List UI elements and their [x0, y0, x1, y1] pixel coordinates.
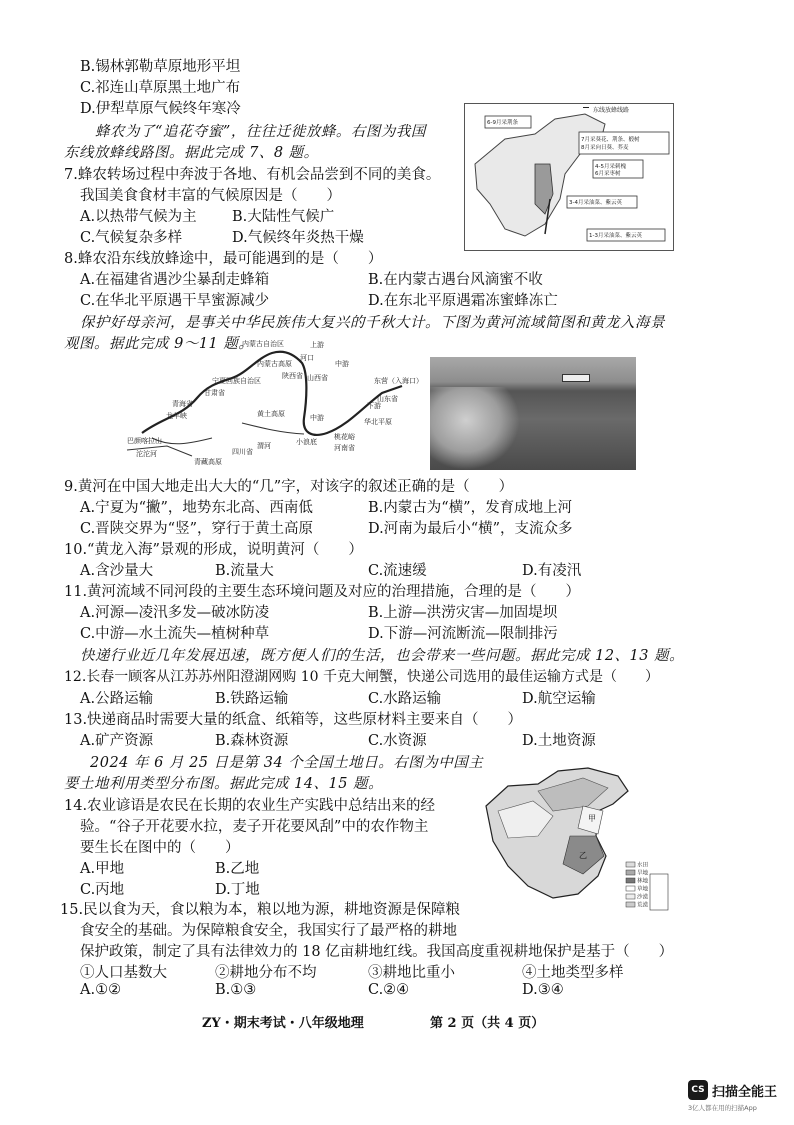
- q15-option-c: C.②④: [368, 982, 410, 998]
- rm-loess: 黄土高原: [257, 410, 285, 418]
- q10-option-c: C.流速缓: [368, 563, 427, 579]
- land-use-map: [478, 766, 670, 916]
- q9-option-a: A.宁夏为“撇”，地势东北高、西南低: [80, 500, 313, 516]
- q13-stem: 13.快递商品时需要大量的纸盒、纸箱等，这些原材料主要来自（ ）: [64, 712, 523, 728]
- q13-option-d: D.土地资源: [522, 733, 596, 749]
- q7-stem-1: 7.蜂农转场过程中奔波于各地、有机会品尝到不同的美食。: [64, 167, 441, 183]
- bee-box-3: 4-5月采刺槐: [595, 164, 626, 170]
- camscanner-sub: 3亿人都在用的扫描App: [688, 1104, 757, 1112]
- rm-inner-mongolia: 内蒙古自治区: [242, 340, 284, 348]
- legend-3: 草地: [637, 886, 649, 893]
- q15-option-b: B.①③: [215, 982, 257, 998]
- option-b-prev: B.锡林郭勒草原地形平坦: [80, 59, 241, 75]
- q8-option-a: A.在福建省遇沙尘暴刮走蜂箱: [80, 272, 270, 288]
- yellow-river-sea-photo: [430, 357, 636, 470]
- camscanner-brand: 扫描全能王: [712, 1085, 778, 1100]
- option-c-prev: C.祁连山草原黑土地广布: [80, 80, 241, 96]
- q12-stem: 12.长春一顾客从江苏苏州阳澄湖网购 10 千克大闸蟹，快递公司选用的最佳运输方式是（ ）: [64, 669, 659, 685]
- yellow-river-map: [122, 338, 420, 468]
- q10-stem: 10.“黄龙入海”景观的形成，说明黄河（ ）: [64, 542, 363, 558]
- intro-bee-1: 蜂农为了“追花夺蜜”，往往迁徙放蜂。右图为我国: [95, 124, 426, 140]
- q14-option-b: B.乙地: [215, 861, 260, 877]
- q14-option-a: A.甲地: [80, 861, 125, 877]
- q12-option-d: D.航空运输: [522, 691, 596, 707]
- rm-hekou: 河口: [300, 354, 314, 362]
- q11-option-c: C.中游—水土流失—植树种草: [80, 626, 270, 642]
- q7-option-b: B.大陆性气候广: [232, 209, 335, 225]
- bee-box-4: 3-4月采油菜、紫云英: [569, 200, 622, 206]
- option-d-prev: D.伊犁草原气候终年寒冷: [80, 101, 241, 117]
- rm-henan: 河南省: [334, 444, 355, 452]
- rm-bayankala: 巴颜喀拉山: [127, 437, 162, 445]
- q15-option-a: A.①②: [80, 982, 122, 998]
- legend-5: 荒漠: [637, 902, 649, 909]
- ship-icon: [562, 374, 590, 382]
- rm-middle: 中游: [310, 414, 324, 422]
- rm-neimeng-plateau: 内蒙古高原: [257, 360, 292, 368]
- q7-option-d: D.气候终年炎热干燥: [232, 230, 364, 246]
- q15-opt-1: ①人口基数大: [80, 965, 167, 981]
- q12-option-a: A.公路运输: [80, 691, 154, 707]
- legend-1: 旱地: [637, 870, 649, 877]
- q7-stem-2: 我国美食食材丰富的气候原因是（ ）: [80, 188, 341, 204]
- q12-option-c: C.水路运输: [368, 691, 442, 707]
- footer-page: 第 2 页（共 4 页）: [430, 1016, 545, 1031]
- q8-stem: 8.蜂农沿东线放蜂途中，最可能遇到的是（ ）: [64, 251, 383, 267]
- q13-option-a: A.矿产资源: [80, 733, 154, 749]
- intro-river-1: 保护好母亲河，是事关中华民族伟大复兴的千秋大计。下图为黄河流域简图和黄龙入海景: [80, 315, 665, 331]
- q14-stem-2: 验。“谷子开花要水拉，麦子开花要风刮”中的农作物主: [80, 819, 429, 835]
- q14-stem-1: 14.农业谚语是农民在长期的农业生产实践中总结出来的经: [64, 798, 436, 814]
- q12-option-b: B.铁路运输: [215, 691, 289, 707]
- rm-qingzang: 青藏高原: [194, 458, 222, 466]
- q7-option-a: A.以热带气候为主: [80, 209, 197, 225]
- q8-option-c: C.在华北平原遇干旱蜜源减少: [80, 293, 270, 309]
- q11-stem: 11.黄河流域不同河段的主要生态环境问题及对应的治理措施，合理的是（ ）: [64, 584, 581, 600]
- land-yi: 乙: [579, 851, 587, 860]
- intro-express: 快递行业近几年发展迅速，既方便人们的生活，也会带来一些问题。据此完成 12、13 题。: [80, 648, 685, 664]
- q15-opt-3: ③耕地比重小: [368, 965, 455, 981]
- rm-huabei: 华北平原: [364, 418, 392, 426]
- q15-stem-2: 食安全的基础。为保障粮食安全，我国实行了最严格的耕地: [80, 923, 457, 939]
- rm-shanxi: 山西省: [307, 374, 328, 382]
- bee-box-1: 6-9月采荆条: [487, 120, 518, 126]
- rm-upper: 上游: [310, 341, 324, 349]
- land-jia: 甲: [588, 814, 596, 823]
- q14-option-c: C.丙地: [80, 882, 125, 898]
- rm-xiaolangdi: 小浪底: [296, 438, 317, 446]
- bee-route-map: [464, 103, 674, 251]
- q8-option-b: B.在内蒙古遇台风滴蜜不收: [368, 272, 543, 288]
- q7-option-c: C.气候复杂多样: [80, 230, 183, 246]
- q11-option-d: D.下游—河流断流—限制排污: [368, 626, 558, 642]
- q15-opt-4: ④土地类型多样: [522, 965, 624, 981]
- legend-4: 沙漠: [637, 894, 649, 901]
- bee-legend: 东线放蜂线路: [593, 107, 630, 114]
- q15-stem-1: 15.民以食为天，食以粮为本，粮以地为源，耕地资源是保障粮: [60, 902, 461, 918]
- bee-box-2b: 8月采向日葵、荞麦: [581, 145, 629, 151]
- q10-option-d: D.有凌汛: [522, 563, 582, 579]
- intro-bee-2: 东线放蜂线路图。据此完成 7、8 题。: [64, 145, 319, 161]
- q15-stem-3: 保护政策，制定了具有法律效力的 18 亿亩耕地红线。我国高度重视耕地保护是基于（ ）: [80, 944, 674, 960]
- q15-opt-2: ②耕地分布不均: [215, 965, 317, 981]
- rm-shandong: 山东省: [377, 395, 398, 403]
- rm-weihe: 渭河: [257, 442, 271, 450]
- rm-sichuan: 四川省: [232, 448, 253, 456]
- intro-land-1: 2024 年 6 月 25 日是第 34 个全国土地日。右图为中国主: [90, 755, 484, 771]
- intro-land-2: 要土地利用类型分布图。据此完成 14、15 题。: [64, 776, 384, 792]
- rm-ningxia: 宁夏回族自治区: [212, 377, 261, 385]
- q15-option-d: D.③④: [522, 982, 564, 998]
- q13-option-c: C.水资源: [368, 733, 427, 749]
- q13-option-b: B.森林资源: [215, 733, 289, 749]
- rm-shaanxi: 陕西省: [282, 372, 303, 380]
- legend-2: 林地: [637, 878, 649, 885]
- q9-option-c: C.晋陕交界为“竖”，穿行于黄土高原: [80, 521, 314, 537]
- q10-option-b: B.流量大: [215, 563, 274, 579]
- q8-option-d: D.在东北平原遇霜冻蜜蜂冻亡: [368, 293, 558, 309]
- rm-qinghai: 青海省: [172, 400, 193, 408]
- camscanner-logo: CS: [688, 1080, 708, 1100]
- rm-dongying: 东营（入海口）: [374, 377, 420, 385]
- q14-stem-3: 要生长在图中的（ ）: [80, 840, 240, 856]
- q11-option-b: B.上游—洪涝灾害—加固堤坝: [368, 605, 558, 621]
- bee-box-5: 1-3月采油菜、紫云英: [589, 233, 642, 239]
- q9-option-b: B.内蒙古为“横”，发育成地上河: [368, 500, 573, 516]
- rm-gansu: 甘肃省: [204, 389, 225, 397]
- q9-stem: 9.黄河在中国大地走出大大的“几”字，对该字的叙述正确的是（ ）: [64, 479, 514, 495]
- rm-lower: 下游: [367, 402, 381, 410]
- rm-middle-label: 中游: [335, 360, 349, 368]
- rm-tuotuohe: 沱沱河: [136, 450, 157, 458]
- legend-0: 水田: [637, 862, 649, 869]
- q10-option-a: A.含沙量大: [80, 563, 154, 579]
- q11-option-a: A.河源—凌汛多发—破冰防凌: [80, 605, 270, 621]
- q9-option-d: D.河南为最后小“横”，支流众多: [368, 521, 573, 537]
- bee-box-2: 7月采葵花、荆条、椴树: [581, 137, 640, 143]
- footer-title: ZY・期末考试・八年级地理: [202, 1016, 364, 1031]
- rm-longyangxia: 龙羊峡: [166, 412, 187, 420]
- q14-option-d: D.丁地: [215, 882, 260, 898]
- intro-river-2: 观图。据此完成 9～11 题。: [64, 336, 254, 352]
- bee-box-3b: 6月采枣树: [595, 171, 621, 177]
- rm-taohuayu: 桃花峪: [334, 433, 355, 441]
